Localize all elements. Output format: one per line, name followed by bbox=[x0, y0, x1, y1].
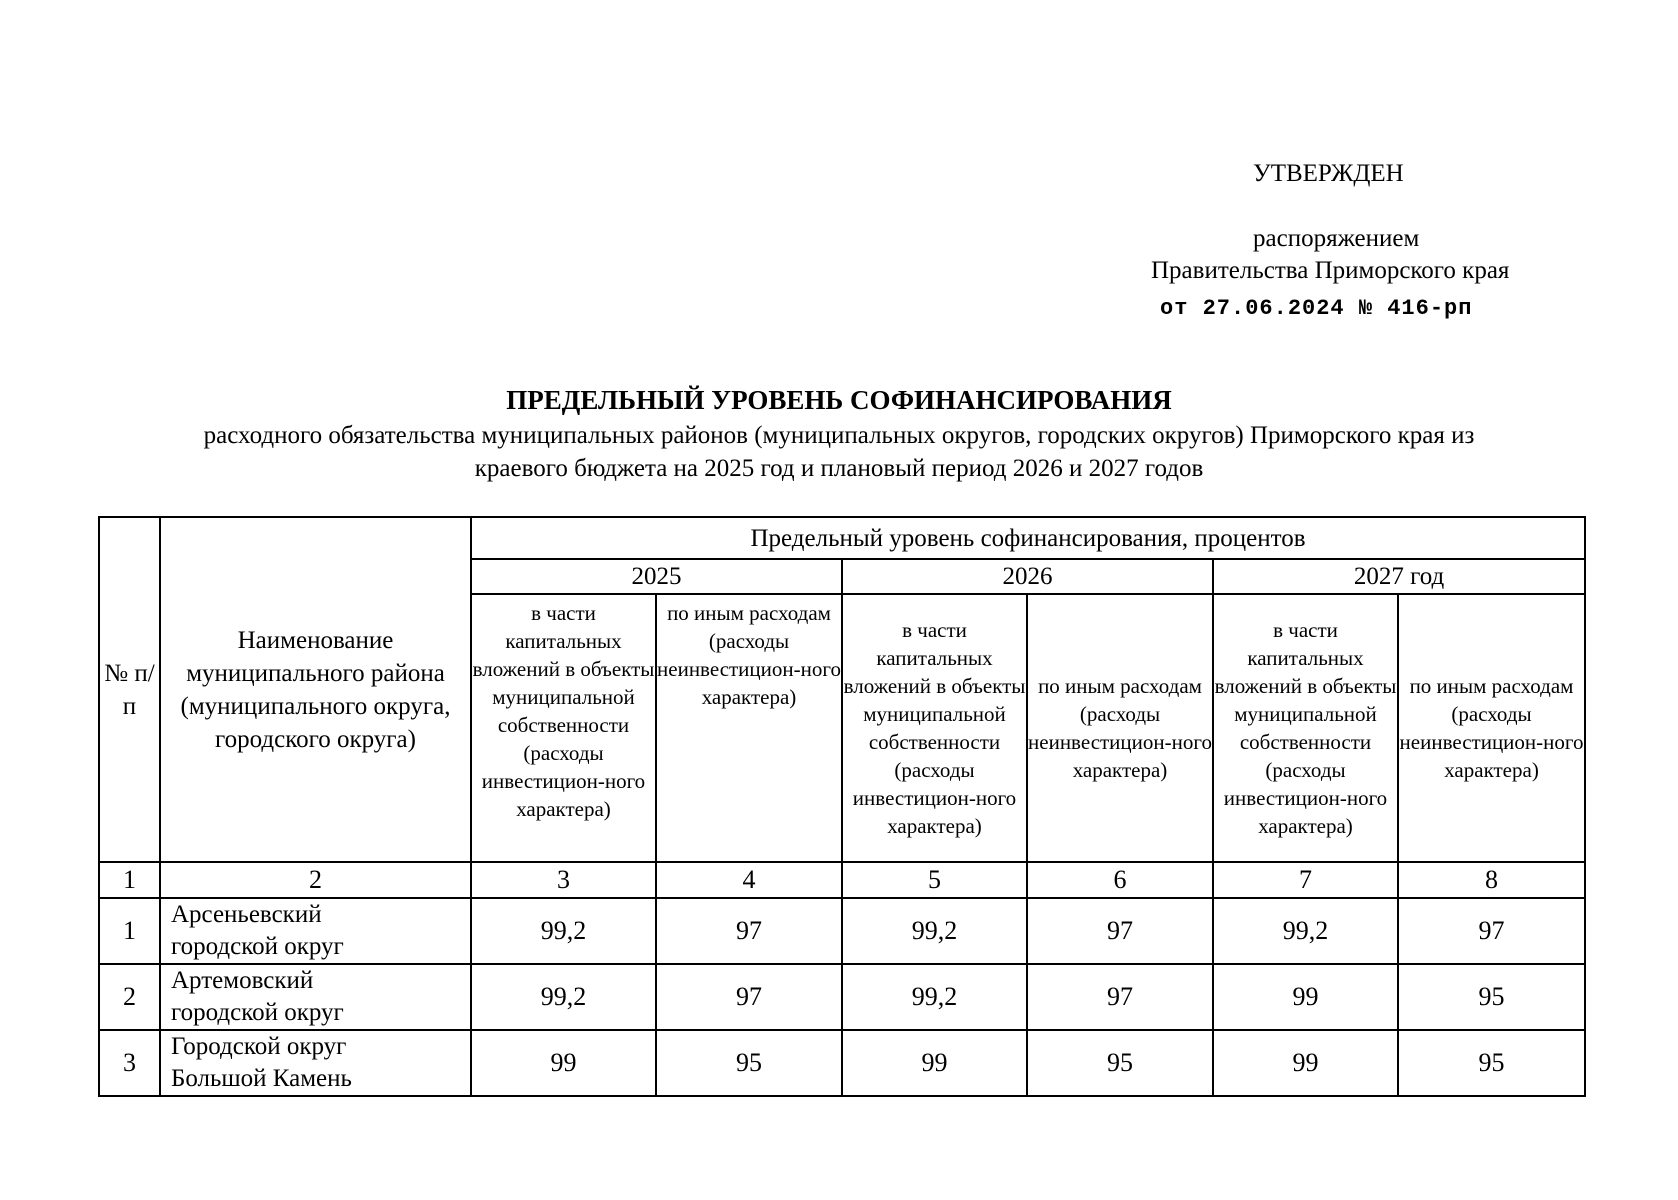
column-index: 1 bbox=[99, 862, 160, 898]
header-year-2025: 2025 bbox=[471, 559, 842, 594]
row-number: 1 bbox=[99, 898, 160, 964]
value-cell: 97 bbox=[656, 964, 842, 1030]
column-index: 7 bbox=[1213, 862, 1398, 898]
value-cell: 99 bbox=[1213, 964, 1398, 1030]
value-cell: 97 bbox=[656, 898, 842, 964]
column-index: 3 bbox=[471, 862, 656, 898]
cofinancing-table bbox=[98, 516, 1586, 1097]
header-2025-capital: в части капитальных вложений в объекты муниципальной собственности (расходы инвестицион-ного характера) bbox=[471, 594, 656, 862]
value-cell: 97 bbox=[1027, 964, 1213, 1030]
table-row bbox=[99, 1030, 1585, 1096]
value-cell: 97 bbox=[1027, 898, 1213, 964]
header-cofinancing-level: Предельный уровень софинансирования, процентов bbox=[471, 517, 1585, 559]
value-cell: 99 bbox=[842, 1030, 1027, 1096]
column-index: 4 bbox=[656, 862, 842, 898]
value-cell: 99,2 bbox=[842, 898, 1027, 964]
column-index: 5 bbox=[842, 862, 1027, 898]
value-cell: 95 bbox=[1398, 964, 1585, 1030]
municipality-name: Городской округ Большой Камень bbox=[160, 1030, 471, 1096]
value-cell: 97 bbox=[1398, 898, 1585, 964]
value-cell: 99,2 bbox=[842, 964, 1027, 1030]
row-number: 2 bbox=[99, 964, 160, 1030]
approval-title: УТВЕРЖДЕН bbox=[1253, 160, 1404, 187]
column-index: 6 bbox=[1027, 862, 1213, 898]
municipality-name: Арсеньевский городской округ bbox=[160, 898, 471, 964]
column-index-row bbox=[99, 862, 1585, 898]
header-2026-capital: в части капитальных вложений в объекты муниципальной собственности (расходы инвестицион-ного характера) bbox=[842, 594, 1027, 862]
header-2027-other: по иным расходам (расходы неинвестицион-ного характера) bbox=[1398, 594, 1585, 862]
value-cell: 99,2 bbox=[471, 964, 656, 1030]
header-year-2027: 2027 год bbox=[1213, 559, 1585, 594]
approval-line-1: распоряжением bbox=[1253, 225, 1420, 252]
header-2026-other: по иным расходам (расходы неинвестицион-ного характера) bbox=[1027, 594, 1213, 862]
header-2027-capital: в части капитальных вложений в объекты муниципальной собственности (расходы инвестицион-ного характера) bbox=[1213, 594, 1398, 862]
value-cell: 95 bbox=[1027, 1030, 1213, 1096]
header-municipality-name: Наименование муниципального района (муниципального округа, городского округа) bbox=[160, 517, 471, 862]
column-index: 2 bbox=[160, 862, 471, 898]
header-year-2026: 2026 bbox=[842, 559, 1213, 594]
approval-line-2: Правительства Приморского края bbox=[1151, 257, 1510, 284]
header-number: № п/п bbox=[99, 517, 160, 862]
table-row bbox=[99, 898, 1585, 964]
header-2025-other: по иным расходам (расходы неинвестицион-ного характера) bbox=[656, 594, 842, 862]
approval-order-number: от 27.06.2024 № 416-рп bbox=[1160, 296, 1473, 321]
value-cell: 99 bbox=[471, 1030, 656, 1096]
column-index: 8 bbox=[1398, 862, 1585, 898]
document-title: ПРЕДЕЛЬНЫЙ УРОВЕНЬ СОФИНАНСИРОВАНИЯ bbox=[506, 385, 1172, 415]
document-subtitle-line-1: расходного обязательства муниципальных районов (муниципальных округов, городских округов) Приморского края из bbox=[203, 422, 1475, 449]
value-cell: 99,2 bbox=[471, 898, 656, 964]
row-number: 3 bbox=[99, 1030, 160, 1096]
table-row bbox=[99, 964, 1585, 1030]
value-cell: 95 bbox=[656, 1030, 842, 1096]
municipality-name: Артемовский городской округ bbox=[160, 964, 471, 1030]
value-cell: 99,2 bbox=[1213, 898, 1398, 964]
document-subtitle-line-2: краевого бюджета на 2025 год и плановый период 2026 и 2027 годов bbox=[474, 455, 1204, 482]
value-cell: 95 bbox=[1398, 1030, 1585, 1096]
value-cell: 99 bbox=[1213, 1030, 1398, 1096]
